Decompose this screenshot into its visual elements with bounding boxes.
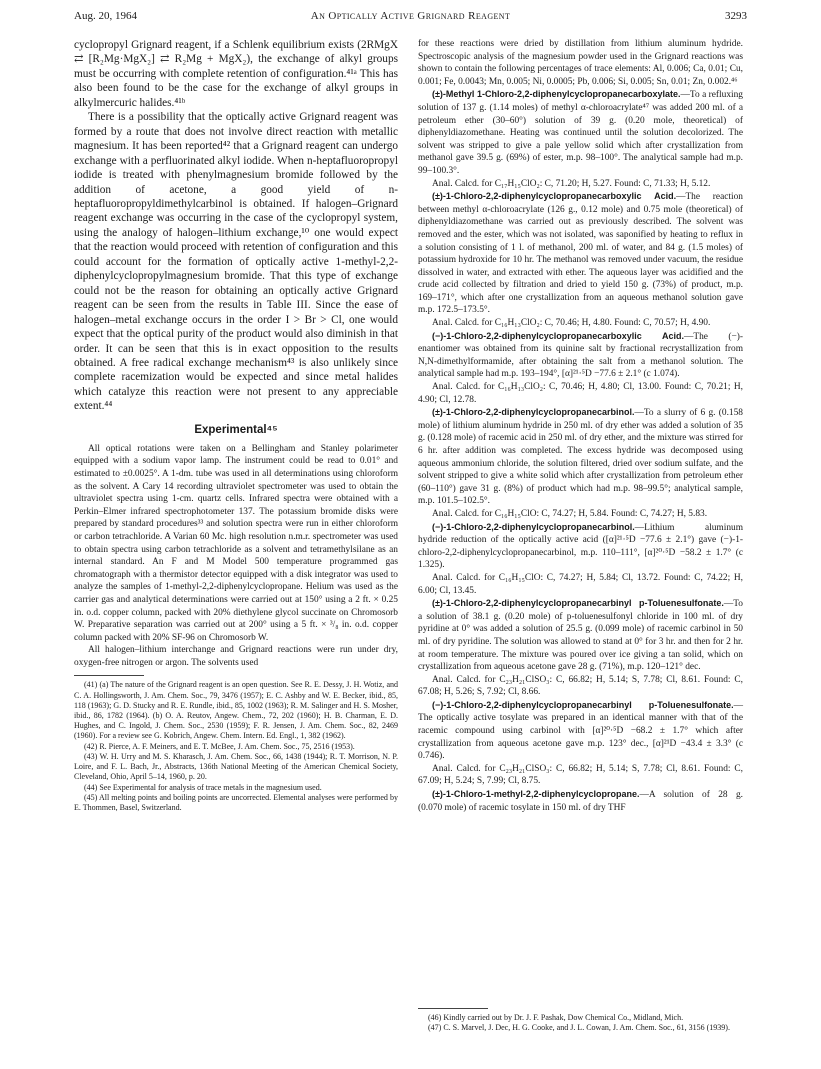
page-header: [74, 10, 747, 28]
analysis-line: Anal. Calcd. for C₂₃H₂₁ClSO₃: C, 66.82; H, 5.14; S, 7.78; Cl, 8.61. Found: C, 67.09; H, 5.24; S, 7.99; Cl, 8.75.: [418, 763, 743, 787]
analysis-line: Anal. Calcd. for C₁₆H₁₅ClO: C, 74.27; H, 5.84. Found: C, 74.27; H, 5.83.: [432, 508, 708, 519]
footnote-42: (42) R. Pierce, A. F. Meiners, and E. T. McBee, J. Am. Chem. Soc., 75, 2516 (1953).: [84, 741, 355, 751]
header-date: Aug. 20, 1964: [74, 10, 137, 22]
experimental-paragraph: All optical rotations were taken on a Bellingham and Stanley polarimeter equipped with a sodium vapor lamp. The instrument could be read to 0.01° and estimated to ±0.0025°. A 1-dm. tube was used in all determinations using chloroform as the solvent. A Cary 14 recording ultraviolet spectrometer was used to obtain the ultraviolet spectra using 1-cm. quartz cells. Infrared spectra were obtained with a Perkin–Elmer infrared spectrophotometer 137. The potassium bromide disks were prepared by standard procedures³³ and solution spectra were run in either chloroform or carbon tetrachloride. A Varian 60 Mc. high resolution n.m.r. spectrometer was used to obtain spectra using carbon tetrachloride as a solvent and tetramethylsilane as an internal standard. An F and M Model 500 temperature programmed gas chromatograph with a thermistor detector equipped with a disk integrator was used to analyze the samples of 1-methyl-2,2-diphenylcyclopropane. Helium was used as the carrier gas and analytical determinations were carried out at 150° using a 2 ft. × 0.25 in. o.d. copper column, packed with 20% diethylene glycol succinate on Chromosorb W. Preparative separation was carried out at 200° using a 5 ft. × ³/₈ in. o.d. copper column packed with 20% SF-96 on Chromosorb W.: [74, 443, 398, 643]
footnote-43: (43) W. H. Urry and M. S. Kharasch, J. Am. Chem. Soc., 66, 1438 (1944); R. T. Morrison, N. P. Loire, and F. L. Bach, Jr., Abstracts, 136th National Meeting of the American Chemical Society, Cleveland, Ohio, April 5–14, 1960, p. 20.: [74, 751, 398, 782]
procedure-paragraph: [418, 521, 743, 572]
footnote-divider: [74, 675, 144, 676]
procedure-paragraph: [418, 406, 743, 508]
right-column: [418, 38, 743, 814]
analysis-line: Anal. Calcd. for C₂₃H₂₁ClSO₃: C, 66.82; H, 5.14; S, 7.78; Cl, 8.61. Found: C, 67.08; H, 5.26; S, 7.92; Cl, 8.66.: [418, 674, 743, 698]
right-footnotes: [418, 1002, 743, 1033]
compound-name: (±)-1-Chloro-1-methyl-2,2-diphenylcyclopropane.: [432, 789, 640, 800]
procedure-paragraph: [418, 597, 743, 674]
paragraph: cyclopropyl Grignard reagent, if a Schlenk equilibrium exists (2RMgX ⇄ [R₂Mg·MgX₂] ⇄ R₂Mg + MgX₂), the exchange of alkyl groups must be occurring with complete retention of configuration.⁴¹ᵃ This has also been found to be the case for the exchange of alkyl groups in alkylmercuric halides.⁴¹ᵇ: [74, 39, 398, 109]
compound-name: (±)-Methyl 1-Chloro-2,2-diphenylcyclopropanecarboxylate.: [432, 89, 681, 100]
footnote-46: (46) Kindly carried out by Dr. J. F. Pashak, Dow Chemical Co., Midland, Mich.: [428, 1013, 684, 1022]
analysis-line: Anal. Calcd. for C₁₆H₁₃ClO₂: C, 70.46; H, 4.80; Cl, 13.00. Found: C, 70.21; H, 4.90; Cl, 12.78.: [418, 382, 743, 405]
procedure-text: —A solution of 28 g. (0.070 mole) of racemic tosylate in 150 ml. of dry THF: [418, 790, 743, 813]
experimental-paragraph: All halogen–lithium interchange and Grignard reactions were run under dry, oxygen-free nitrogen or argon. The solvents used: [74, 645, 398, 668]
footnote-47: (47) C. S. Marvel, J. Dec, H. G. Cooke, and J. L. Cowan, J. Am. Chem. Soc., 61, 3156 (1939).: [428, 1023, 730, 1033]
footnote-44: (44) See Experimental for analysis of trace metals in the magnesium used.: [84, 782, 322, 792]
analysis-line: Anal. Calcd. for C₁₇H₁₅ClO₂: C, 71.20; H, 5.27. Found: C, 71.33; H, 5.12.: [432, 178, 711, 189]
procedure-paragraph: [418, 330, 743, 381]
experimental-heading: Experimental⁴⁵: [194, 423, 278, 436]
compound-name: (±)-1-Chloro-2,2-diphenylcyclopropanecarboxylic Acid.: [432, 191, 677, 202]
compound-name: (−)-1-Chloro-2,2-diphenylcyclopropanecarboxylic Acid.: [432, 330, 685, 341]
procedure-text: —The (−)-enantiomer was obtained from its quinine salt by fractional recrystallization from N,N-dimethylformamide, after obtaining the salt from a methanol solution. The analytical sample had m.p. 193–194°, [α]²¹·⁵D −77.6 ± 2.1° (c 1.074).: [418, 331, 744, 380]
procedure-paragraph: [418, 788, 743, 814]
left-column: [74, 38, 398, 813]
procedure-text: —The optically active tosylate was prepared in an identical manner with that of the racemic compound using carbinol with [α]²⁰·⁵D −68.2 ± 1.7° which after crystallization from aqueous acetone gave m.p. 123° dec., [α]²¹D −43.4 ± 3.3° (c 0.746).: [418, 700, 743, 762]
procedure-paragraph: [418, 88, 743, 177]
footnote-41: (41) (a) The nature of the Grignard reagent is an open question. See R. E. Dessy, J. H. Wotiz, and C. A. Hollingsworth, J. Am. Chem. Soc., 79, 3476 (1957); E. C. Ashby and W. E. Becker, ibid., 85, 118 (1963); G. D. Stucky and R. E. Rundle, ibid., 85, 1002 (1963); R. M. Salinger and H. S. Mosher, ibid., 86, 1782 (1964). (b) O. A. Reutov, Angew. Chem., 72, 202 (1960); H. B. Charman, E. D. Hughes, and C. Ingold, J. Chem. Soc., 2530 (1959); F. R. Jensen, J. Am. Chem. Soc., 82, 2469 (1960). For a review see G. Kobrich, Angew. Chem. Intern. Ed. Engl., 1, 382 (1962).: [74, 680, 398, 741]
analysis-line: Anal. Calcd. for C₁₆H₁₅ClO: C, 74.27; H, 5.84; Cl, 13.72. Found: C, 74.22; H, 6.00; Cl, 13.45.: [418, 572, 743, 596]
analysis-line: Anal. Calcd. for C₁₆H₁₃ClO₂: C, 70.46; H, 4.80. Found: C, 70.57; H, 4.90.: [432, 318, 711, 329]
procedure-paragraph: [418, 190, 743, 317]
intro-paragraph: for these reactions were dried by distillation from lithium aluminum hydride. Spectroscopic analysis of the magnesium powder used in the Grignard reactions was shown to contain the following percentages of trace elements: Al, 0.006; Ca, 0.01; Cu, 0.001; Fe, 0.0043; Mn, 0.005; Ni, 0.0005; Pb, 0.006; Si, 0.005; Sn, 0.01; Zn, 0.002.⁴⁶: [418, 39, 743, 87]
header-title: An Optically Active Grignard Reagent: [310, 10, 511, 22]
footnote-45: (45) All melting points and boiling points are uncorrected. Elemental analyses were performed by E. Thommen, Basel, Switzerland.: [74, 792, 398, 812]
procedure-paragraph: [418, 699, 743, 763]
procedure-text: —The reaction between methyl α-chloroacrylate (126 g., 0.12 mole) and 0.75 mole (theoretical) of diphenyldiazomethane was carried out as previously described. The solvent was removed and the ester, which was not isolated, was saponified by heating to reflux in a solution consisting of 1 l. of methanol, 200 ml. of water, and 84 g. (1.5 moles) of potassium hydroxide for 10 hr. The methanol was removed under vacuum, the residue dissolved in water, and extracted with ether. The aqueous layer was acidified and the crude acid collected by filtration and dried to yield 150 g. (73%) of product, m.p. 169–171°, which after one crystallization from an aqueous methanol solution gave m.p. 172.5–173.5°.: [418, 192, 743, 316]
footnote-divider: [418, 1008, 488, 1009]
procedure-text: —To a refluxing solution of 137 g. (1.14 moles) of methyl α-chloroacrylate⁴⁷ was added 200 ml. of a petroleum ether (30–60°) solution of 39 g. (0.20 mole, theoretical) of diphenyldiazomethane. Heating was continued until the solution decolorized. The solvent was stripped to give a pale yellow solid which after crystallization from methanol gave 39.5 g. (69%) of ester, m.p. 98–100°. The analytical sample had m.p. 99–100.3°.: [418, 90, 743, 176]
compound-name: (−)-1-Chloro-2,2-diphenylcyclopropanecarbinyl p-Toluenesulfonate.: [432, 699, 734, 710]
paragraph: There is a possibility that the optically active Grignard reagent was formed by a route that does not involve direct reaction with metallic magnesium. It has been reported⁴² that a Grignard reagent can undergo exchange with a perfluorinated alkyl iodide. When n-heptafluoropropyl iodide is treated with phenylmagnesium bromide followed by the addition of acetone, a good yield of n-heptafluoropropyldimethylcarbinol is obtained. If halogen–Grignard reagent exchange was occurring in the case of the cyclopropyl system, using the analogy of halogen–lithium exchange,¹⁰ one would expect that the reaction would proceed with retention of configuration and this could account for the formation of optically active 1-methyl-2,2-diphenylcyclopropylmagnesium bromide. That this type of exchange could not be the reason for obtaining an optically active Grignard reagent can be seen from the results in Table III. Since the ease of halogen–metal exchange occurs in the order I > Br > Cl, one would expect that the optical purity of the product would also diminish in that order. It can be seen that this is in exact opposition to the results obtained. A free radical exchange mechanism⁴³ is also unlikely since complete racemization would be expected and since metal halides which catalyze this reaction were not present to any appreciable extent.⁴⁴: [74, 111, 398, 413]
procedure-text: —To a solution of 38.1 g. (0.20 mole) of p-toluenesulfonyl chloride in 100 ml. of dry pyridine at 0° was added a solution of 25.5 g. (0.099 mole) of racemic carbinol in 50 ml. of dry pyridine. The solution was allowed to stand at 0° for 3 hr. and then for 2 hr. at room temperature. The mixture was poured over ice giving a tan solid, which on crystallization from aqueous acetone gave 28 g. (71%), m.p. 120–121° dec.: [418, 599, 743, 673]
header-page-number: 3293: [725, 10, 747, 22]
procedure-text: —Lithium aluminum hydride reduction of the optically active acid ([α]²¹·⁵D −77.6 ± 2.1°) gave (−)-1-chloro-2,2-diphenylcyclopropanecarbinol, m.p. 110–111°, [α]²⁰·⁵D −58.2 ± 1.7° (c 1.325).: [418, 522, 743, 571]
compound-name: (±)-1-Chloro-2,2-diphenylcyclopropanecarbinyl p-Toluenesulfonate.: [432, 598, 724, 609]
compound-name: (±)-1-Chloro-2,2-diphenylcyclopropanecarbinol.: [432, 407, 635, 418]
compound-name: (−)-1-Chloro-2,2-diphenylcyclopropanecarbinol.: [432, 521, 635, 532]
procedure-text: —To a slurry of 6 g. (0.158 mole) of lithium aluminum hydride in 250 ml. of dry ether was added a solution of 35 g. (0.128 mole) of racemic acid in 250 ml. of dry ether, and the mixture was stirred for 6 hr. after addition was completed. The excess hydride was decomposed using aqueous ammonium chloride, the solution filtered, dried over sodium sulfate, and the solvent stripped to give a white solid which after crystallization from petroleum ether (60–110°) gave 31 g. (8%) of product which had m.p. 98–99.5°; analytical sample, m.p. 101.5–102.5°.: [418, 408, 743, 507]
